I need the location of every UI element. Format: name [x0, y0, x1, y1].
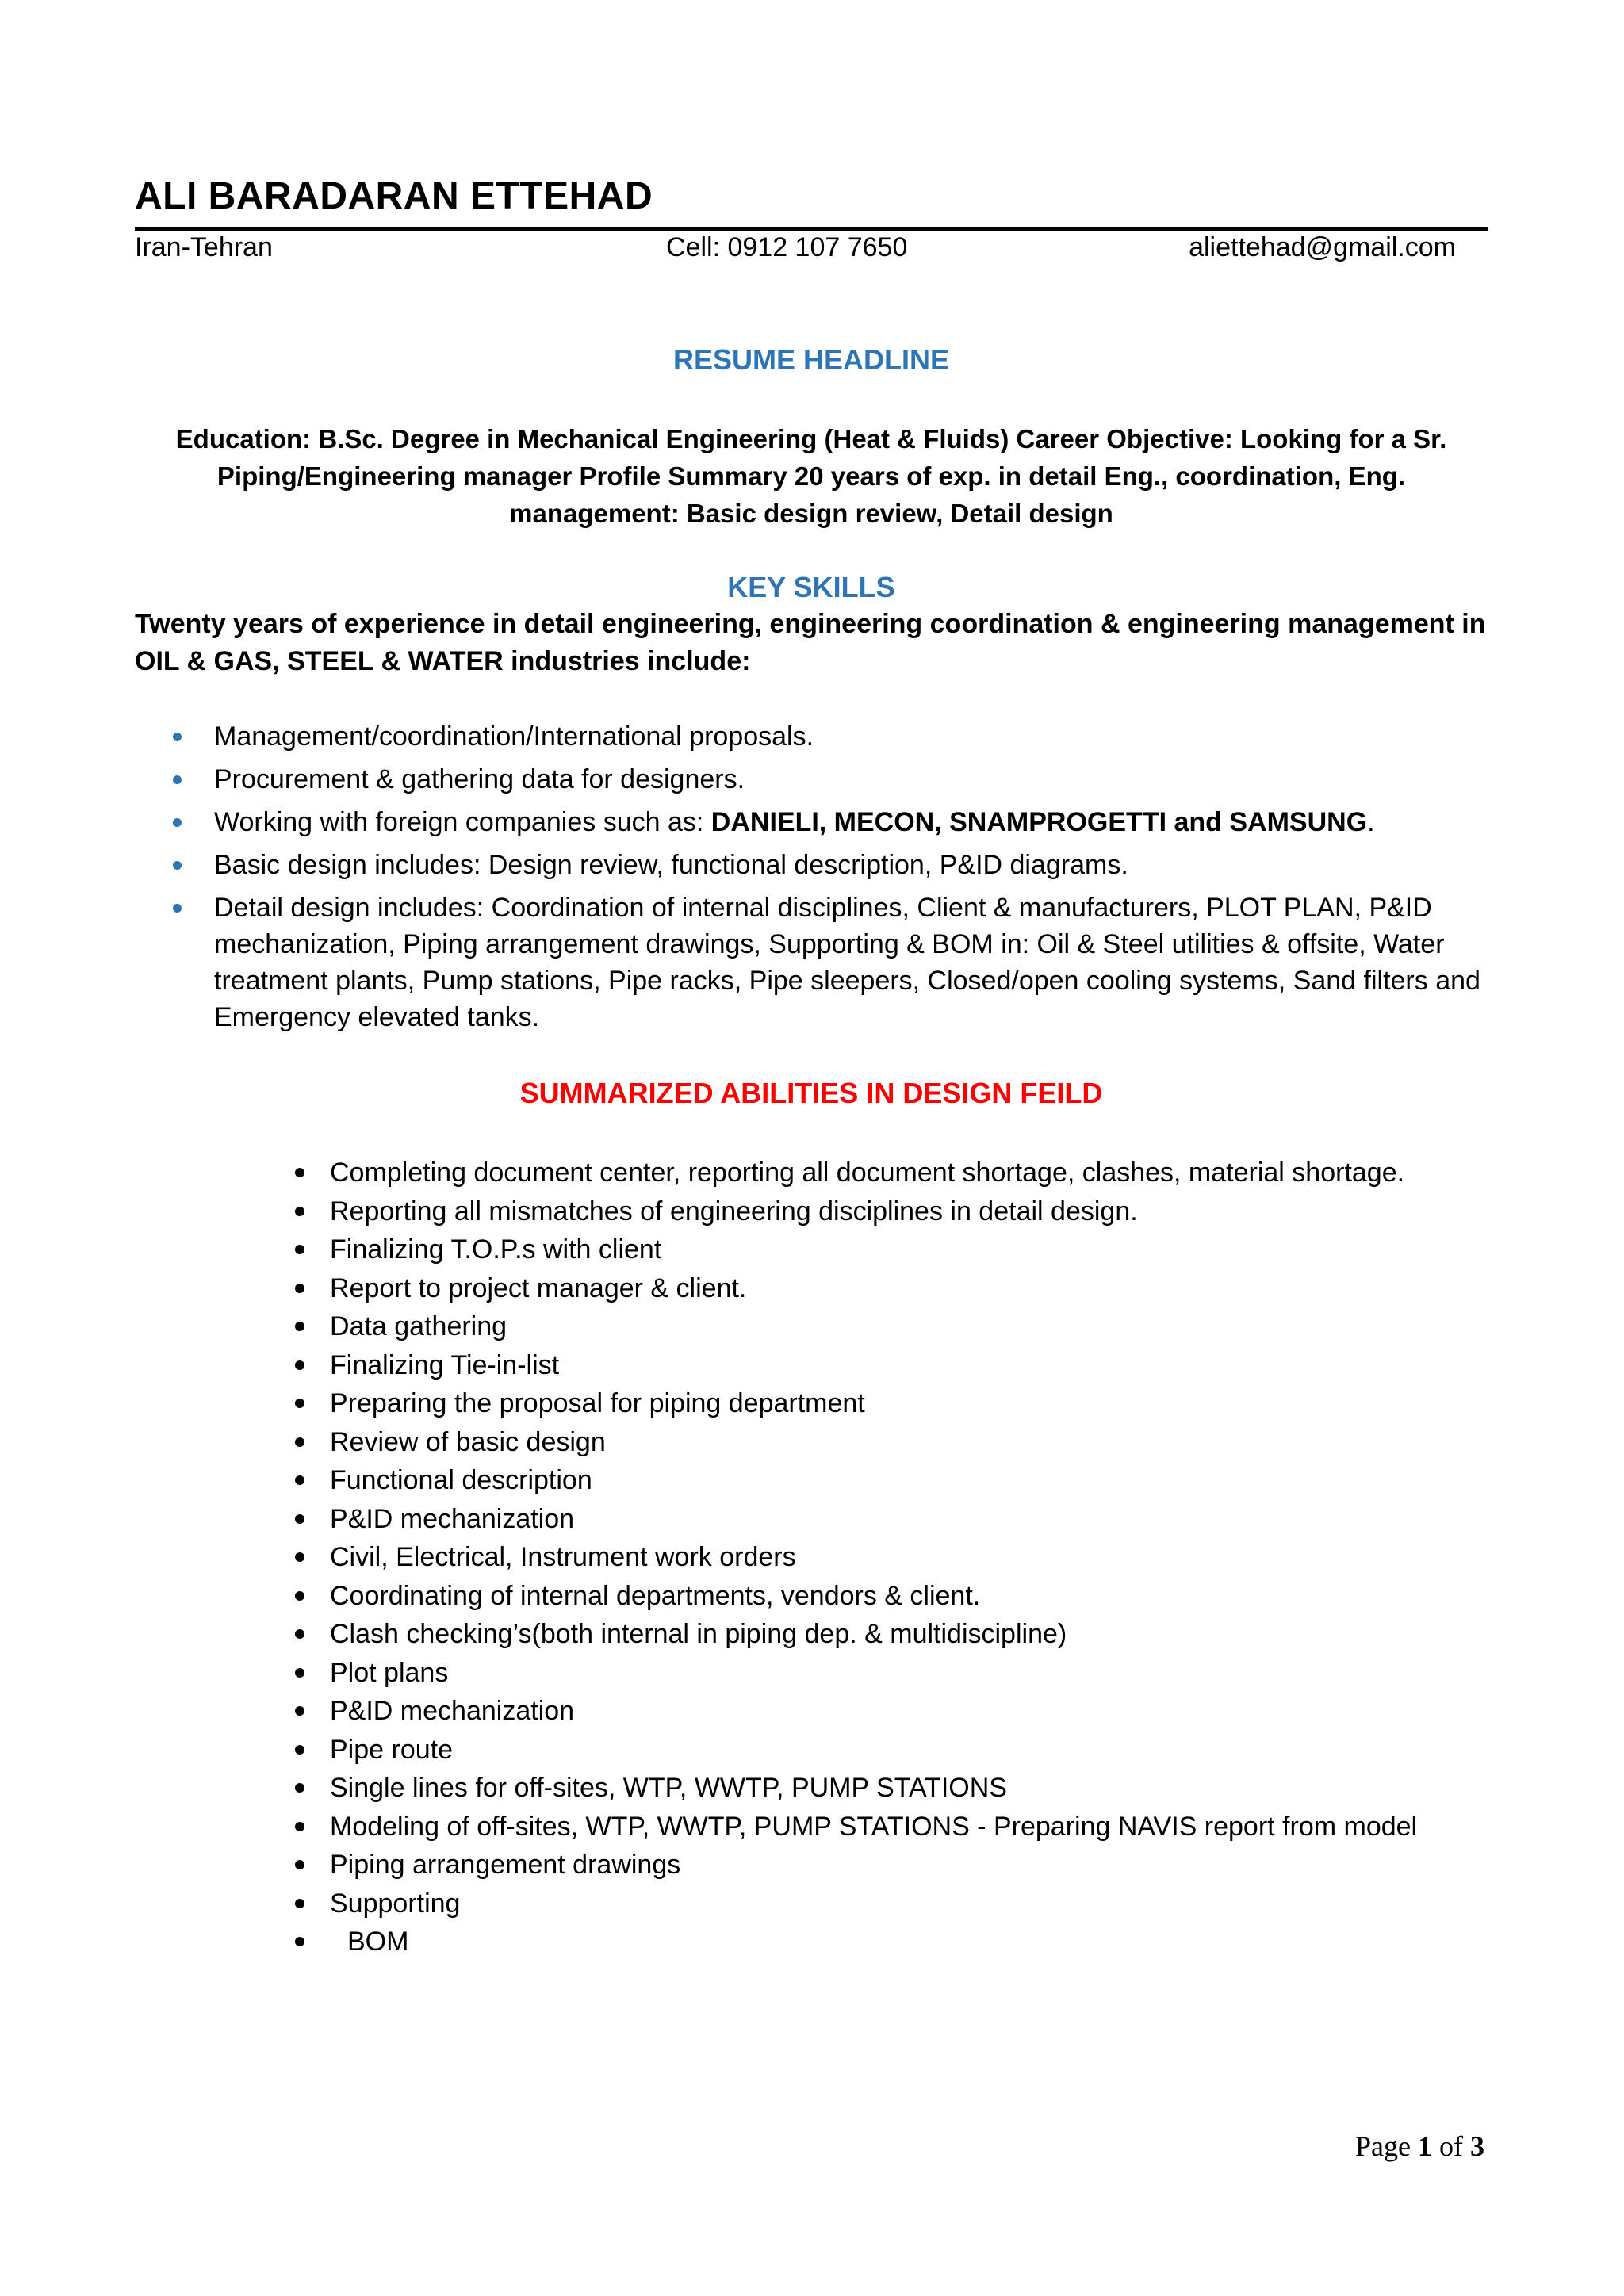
email: aliettehad@gmail.com [1189, 232, 1456, 262]
resume-headline-title: RESUME HEADLINE [672, 343, 950, 376]
bullet-icon [295, 1899, 304, 1908]
key-skills-title: KEY SKILLS [727, 571, 895, 603]
location: Iran-Tehran [135, 232, 273, 262]
candidate-name: ALI BARADARAN ETTEHAD [135, 175, 653, 217]
abilities-title: SUMMARIZED ABILITIES IN DESIGN FEILD [519, 1077, 1103, 1109]
list-item: Plot plans [285, 1654, 1475, 1693]
list-item: Management/coordination/International proposals. [135, 718, 1488, 755]
bullet-icon [295, 1937, 304, 1946]
key-skills-intro: Twenty years of experience in detail engineering, engineering coordination & engineering management in OIL & GAS, STEEL & WATER industries include: [135, 609, 1486, 676]
list-item: Supporting [285, 1885, 1475, 1923]
bullet-icon [295, 1284, 304, 1293]
abilities-list [285, 1154, 1475, 1961]
total-pages: 3 [1470, 2130, 1484, 2162]
bullet-icon [295, 1591, 304, 1601]
bullet-icon [173, 904, 182, 913]
list-item: Coordinating of internal departments, vendors & client. [285, 1577, 1475, 1616]
list-item: Data gathering [285, 1307, 1475, 1346]
bullet-icon [295, 1668, 304, 1678]
bullet-icon [295, 1322, 304, 1331]
list-item: Finalizing T.O.P.s with client [285, 1230, 1475, 1269]
bullet-icon [295, 1207, 304, 1216]
bullet-icon [173, 818, 182, 827]
bullet-icon [295, 1552, 304, 1562]
bullet-icon [173, 861, 182, 870]
list-item: Basic design includes: Design review, functional description, P&ID diagrams. [135, 847, 1488, 883]
bullet-icon [173, 775, 182, 784]
list-item: Finalizing Tie-in-list [285, 1346, 1475, 1385]
list-item: Review of basic design [285, 1423, 1475, 1462]
list-item: Clash checking’s(both internal in piping dep. & multidiscipline) [285, 1615, 1475, 1654]
bullet-icon [295, 1475, 304, 1485]
bullet-icon [295, 1399, 304, 1408]
page-number: Page 1 of 3 [1355, 2130, 1484, 2162]
bullet-icon [295, 1245, 304, 1254]
list-item: Piping arrangement drawings [285, 1846, 1475, 1885]
list-item: Preparing the proposal for piping department [285, 1384, 1475, 1423]
list-item: Procurement & gathering data for designers. [135, 761, 1488, 798]
list-item: BOM [285, 1923, 1475, 1961]
list-item: Single lines for off-sites, WTP, WWTP, PUMP STATIONS [285, 1769, 1475, 1808]
bullet-icon [295, 1706, 304, 1716]
list-item: P&ID mechanization [285, 1692, 1475, 1731]
resume-headline-body: Education: B.Sc. Degree in Mechanical Engineering (Heat & Fluids) Career Objective: Looking for a Sr. Piping/Engineering manager Profile Summary 20 years of exp. in detail Eng., coordination, Eng. management: Basic design review, Detail design [175, 424, 1447, 528]
foreign-companies: DANIELI, MECON, SNAMPROGETTI and SAMSUNG [710, 807, 1368, 837]
bullet-icon [295, 1860, 304, 1869]
bullet-icon [173, 733, 182, 741]
bullet-icon [295, 1629, 304, 1639]
bullet-icon [295, 1168, 304, 1177]
list-item: Pipe route [285, 1731, 1475, 1770]
bullet-icon [295, 1745, 304, 1755]
bullet-icon [295, 1360, 304, 1370]
list-item: Report to project manager & client. [285, 1269, 1475, 1308]
key-skills-list [135, 718, 1488, 1042]
list-item: Functional description [285, 1461, 1475, 1500]
list-item: Completing document center, reporting all document shortage, clashes, material shortage. [285, 1154, 1475, 1192]
list-item: Modeling of off-sites, WTP, WWTP, PUMP STATIONS - Preparing NAVIS report from model [285, 1808, 1475, 1846]
current-page: 1 [1418, 2130, 1432, 2162]
bullet-icon [295, 1514, 304, 1524]
cell-phone: Cell: 0912 107 7650 [666, 232, 908, 262]
list-item: P&ID mechanization [285, 1500, 1475, 1539]
list-item: Working with foreign companies such as: DANIELI, MECON, SNAMPROGETTI and SAMSUNG. [135, 804, 1488, 840]
bullet-icon [295, 1437, 304, 1447]
list-item: Civil, Electrical, Instrument work orders [285, 1538, 1475, 1577]
list-item: Detail design includes: Coordination of internal disciplines, Client & manufacturers, PLOT PLAN, P&ID mechanization, Piping arrangement drawings, Supporting & BOM in: Oil & Steel utilities & offsite, Water treatment plants, Pump stations, Pipe racks, Pipe sleepers, Closed/open cooling systems, Sand filters and Emergency elevated tanks. [135, 890, 1488, 1035]
list-item: Reporting all mismatches of engineering disciplines in detail design. [285, 1192, 1475, 1231]
bullet-icon [295, 1822, 304, 1831]
bullet-icon [295, 1783, 304, 1793]
